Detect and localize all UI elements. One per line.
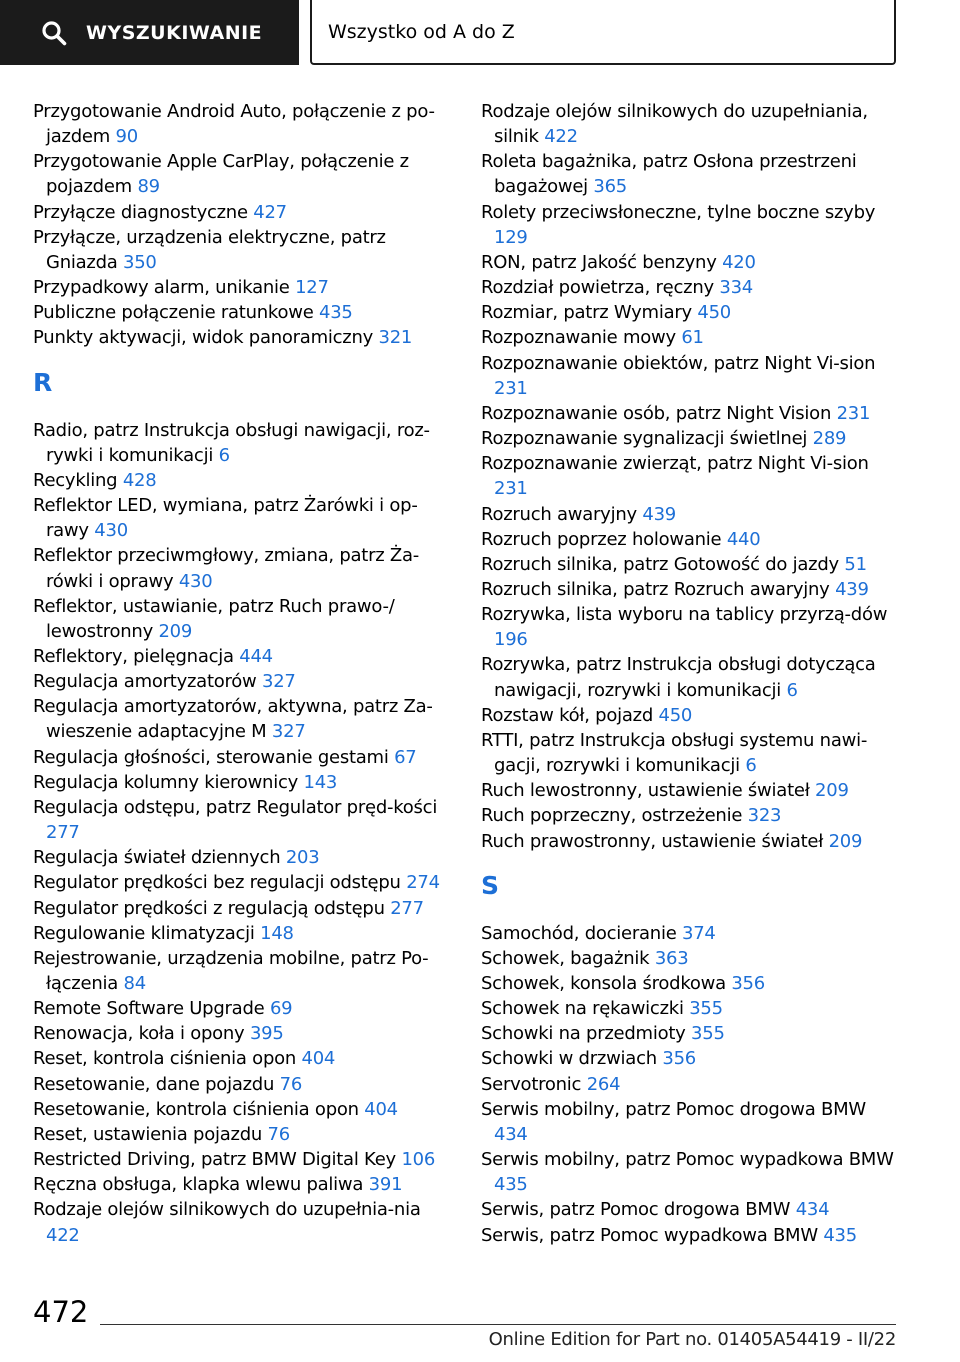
- index-entry: [33, 493, 445, 543]
- index-entry: [481, 502, 901, 527]
- page-reference-link[interactable]: 67: [394, 746, 417, 768]
- page-reference-link[interactable]: 274: [406, 872, 440, 894]
- index-entry: [481, 99, 901, 149]
- index-entry-text: Regulacja amortyzatorów, aktywna, patrz Za-wieszenie adaptacyjne M: [33, 696, 433, 743]
- index-entry-text: Servotronic: [481, 1073, 582, 1095]
- index-entry-text: Regulacja świateł dziennych: [33, 847, 281, 869]
- index-entry-text: Rozpoznawanie mowy: [481, 327, 676, 349]
- page-reference-link[interactable]: 209: [828, 830, 863, 852]
- index-entry-text: Roleta bagażnika, patrz Osłona przestrzeni bagażowej: [481, 151, 857, 198]
- index-entry: [33, 921, 445, 946]
- index-entry-text: Rozmiar, patrz Wymiary: [481, 302, 692, 324]
- page-reference-link[interactable]: 355: [689, 998, 723, 1020]
- page-reference-link[interactable]: 327: [271, 721, 306, 743]
- index-entry: [481, 325, 901, 350]
- index-entry-text: Samochód, docieranie: [481, 922, 677, 944]
- index-entry-text: Przyłącze, urządzenia elektryczne, patrz Gniazda: [33, 226, 386, 273]
- index-entry: [481, 946, 901, 971]
- page-reference-link[interactable]: 435: [494, 1174, 528, 1196]
- index-entry-text: Serwis mobilny, patrz Pomoc wypadkowa BMW: [481, 1149, 894, 1171]
- index-entry-text: Recykling: [33, 469, 118, 491]
- index-entry-text: Resetowanie, kontrola ciśnienia opon: [33, 1098, 359, 1120]
- index-entry: [33, 418, 445, 468]
- index-entry: [33, 225, 445, 275]
- index-entry: [33, 996, 445, 1021]
- index-entry: [481, 1097, 901, 1147]
- index-entry-text: Rozpoznawanie sygnalizacji świetlnej: [481, 428, 808, 450]
- index-entry-text: Przypadkowy alarm, unikanie: [33, 277, 290, 299]
- index-entry: [33, 99, 445, 149]
- index-entry-text: Regulowanie klimatyzacji: [33, 922, 255, 944]
- search-icon: [40, 19, 68, 47]
- page-reference-link[interactable]: 323: [747, 805, 782, 827]
- page-reference-link[interactable]: 289: [812, 428, 847, 450]
- page-reference-link[interactable]: 422: [46, 1224, 80, 1246]
- footer-divider: [100, 1324, 896, 1325]
- page-reference-link[interactable]: 365: [593, 176, 628, 198]
- page-reference-link[interactable]: 420: [722, 251, 756, 273]
- index-entry-text: Serwis mobilny, patrz Pomoc drogowa BMW: [481, 1098, 866, 1120]
- index-entry-text: Remote Software Upgrade: [33, 998, 265, 1020]
- index-entry: [481, 401, 901, 426]
- index-entry-text: Reset, ustawienia pojazdu: [33, 1123, 263, 1145]
- page-reference-link[interactable]: 90: [115, 126, 138, 148]
- page-reference-link[interactable]: 363: [654, 947, 689, 969]
- page-reference-link[interactable]: 264: [586, 1073, 621, 1095]
- index-entry-text: Ruch poprzeczny, ostrzeżenie: [481, 805, 743, 827]
- page-reference-link[interactable]: 450: [658, 704, 693, 726]
- page-reference-link[interactable]: 391: [368, 1174, 403, 1196]
- index-entry-text: Ręczna obsługa, klapka wlewu paliwa: [33, 1174, 364, 1196]
- index-entry: [33, 1097, 445, 1122]
- page-reference-link[interactable]: 76: [279, 1073, 303, 1095]
- index-entry-text: Reset, kontrola ciśnienia opon: [33, 1048, 297, 1070]
- page-reference-link[interactable]: 350: [123, 251, 157, 273]
- index-entry: [481, 577, 901, 602]
- page-reference-link[interactable]: 106: [401, 1149, 436, 1171]
- index-entry: [33, 669, 445, 694]
- index-entry-text: Rozruch silnika, patrz Gotowość do jazdy: [481, 553, 839, 575]
- index-entry: [481, 200, 901, 250]
- index-entry: [33, 870, 445, 895]
- page-reference-link[interactable]: 356: [731, 973, 765, 994]
- index-entry: [481, 351, 901, 401]
- page-reference-link[interactable]: 203: [285, 847, 320, 869]
- section-letter: R: [33, 367, 53, 397]
- index-entry-text: Rozruch poprzez holowanie: [481, 528, 722, 550]
- page-reference-link[interactable]: 430: [94, 520, 128, 542]
- search-button[interactable]: [0, 0, 299, 65]
- page-reference-link[interactable]: 6: [786, 679, 798, 701]
- index-entry-text: Reflektor, ustawianie, patrz Ruch prawo-/ lewostronny: [33, 595, 395, 642]
- page-reference-link[interactable]: 6: [745, 755, 757, 777]
- index-entry-text: Renowacja, koła i opony: [33, 1023, 245, 1045]
- index-entry-text: Ruch lewostronny, ustawienie świateł: [481, 780, 810, 802]
- page-reference-link[interactable]: 355: [691, 1023, 725, 1045]
- index-entry-text: Regulacja głośności, sterowanie gestami: [33, 746, 389, 768]
- page-reference-link[interactable]: 450: [697, 302, 731, 324]
- page-reference-link[interactable]: 334: [719, 277, 753, 299]
- index-entry: [481, 1197, 901, 1222]
- index-entry-text: Rozstaw kół, pojazd: [481, 704, 654, 726]
- index-entry: [481, 602, 901, 652]
- page-reference-link[interactable]: 440: [726, 528, 761, 550]
- index-entry-text: Reflektor przeciwmgłowy, zmiana, patrz Ża-rówki i oprawy: [33, 545, 420, 592]
- page-reference-link[interactable]: 129: [494, 226, 528, 248]
- page-reference-link[interactable]: 196: [494, 629, 528, 651]
- page-reference-link[interactable]: 321: [378, 327, 413, 349]
- index-entry-text: Schowki na przedmioty: [481, 1023, 686, 1045]
- index-entry-text: Punkty aktywacji, widok panoramiczny: [33, 327, 374, 349]
- index-entry: [33, 644, 445, 669]
- index-entry-text: Rodzaje olejów silnikowych do uzupełnia-nia: [33, 1199, 421, 1221]
- index-entry-text: Schowek, bagażnik: [481, 947, 650, 969]
- page-reference-link[interactable]: 51: [844, 553, 867, 575]
- index-entry-text: Serwis, patrz Pomoc wypadkowa BMW: [481, 1224, 818, 1246]
- index-entry: [33, 795, 445, 845]
- edition-note: Online Edition for Part no. 01405A54419 - II/22: [488, 1329, 896, 1350]
- index-entry: [481, 1147, 901, 1197]
- page-reference-link[interactable]: 435: [823, 1224, 857, 1246]
- index-entry-text: Rejestrowanie, urządzenia mobilne, patrz Po-łączenia: [33, 947, 429, 994]
- page-reference-link[interactable]: 84: [123, 973, 146, 994]
- page-reference-link[interactable]: 143: [303, 771, 338, 793]
- index-entry: [33, 594, 445, 644]
- index-entry-text: Schowek, konsola środkowa: [481, 973, 726, 994]
- index-entry-text: Resetowanie, dane pojazdu: [33, 1073, 275, 1095]
- index-entry-text: RON, patrz Jakość benzyny: [481, 251, 717, 273]
- index-entry-text: Regulacja amortyzatorów: [33, 671, 257, 693]
- index-entry: [33, 1197, 445, 1247]
- page-reference-link[interactable]: 422: [544, 126, 578, 148]
- page-reference-link[interactable]: 430: [178, 570, 213, 592]
- index-entry: [481, 703, 901, 728]
- index-entry: [481, 652, 901, 702]
- page-reference-link[interactable]: 127: [295, 277, 329, 299]
- index-entry: [33, 1021, 445, 1046]
- page-reference-link[interactable]: 148: [260, 922, 294, 944]
- index-entry: [481, 1072, 901, 1097]
- page-reference-link[interactable]: 209: [815, 780, 849, 802]
- index-entry-text: Rozruch awaryjny: [481, 503, 637, 525]
- index-entry-text: Rozrywka, lista wyboru na tablicy przyrzą-dów: [481, 604, 888, 626]
- index-column-right: [481, 99, 901, 1248]
- index-entry: [33, 745, 445, 770]
- index-entry-text: Regulacja kolumny kierownicy: [33, 771, 299, 793]
- index-entry: [481, 921, 901, 946]
- page-reference-link[interactable]: 404: [364, 1098, 398, 1120]
- index-entry: [33, 149, 445, 199]
- index-entry-text: Regulator prędkości bez regulacji odstępu: [33, 872, 401, 894]
- index-entry: [33, 694, 445, 744]
- page-reference-link[interactable]: 434: [795, 1199, 830, 1221]
- page-reference-link[interactable]: 439: [835, 578, 869, 600]
- page-reference-link[interactable]: 231: [836, 402, 871, 424]
- section-letter: S: [481, 870, 500, 900]
- index-entry: [481, 149, 901, 199]
- index-entry: [33, 468, 445, 493]
- index-entry-text: Rozpoznawanie osób, patrz Night Vision: [481, 402, 832, 424]
- page-reference-link[interactable]: 61: [681, 327, 704, 349]
- index-entry: [481, 451, 901, 501]
- index-entry-text: Rodzaje olejów silnikowych do uzupełniania, silnik: [481, 101, 868, 148]
- page-reference-link[interactable]: 69: [269, 998, 293, 1020]
- index-entry: [33, 896, 445, 921]
- page-reference-link[interactable]: 277: [390, 897, 424, 919]
- page-reference-link[interactable]: 76: [267, 1123, 290, 1145]
- index-entry-text: Rozruch silnika, patrz Rozruch awaryjny: [481, 578, 830, 600]
- page-reference-link[interactable]: 231: [494, 478, 528, 500]
- index-entry-text: Przygotowanie Apple CarPlay, połączenie z pojazdem: [33, 151, 409, 198]
- index-entry: [33, 770, 445, 795]
- index-entry: [33, 325, 445, 350]
- page-reference-link[interactable]: 439: [642, 503, 676, 525]
- index-entry: [33, 1122, 445, 1147]
- index-entry: [481, 1046, 901, 1071]
- page-reference-link[interactable]: 356: [662, 1048, 696, 1070]
- page-reference-link[interactable]: 277: [46, 822, 80, 844]
- page-reference-link[interactable]: 6: [218, 444, 230, 466]
- page-reference-link[interactable]: 89: [137, 176, 160, 198]
- index-entry-text: Rozdział powietrza, ręczny: [481, 277, 714, 299]
- page-reference-link[interactable]: 231: [494, 377, 528, 399]
- index-entry-text: Radio, patrz Instrukcja obsługi nawigacji, roz-rywki i komunikacji: [33, 419, 430, 466]
- index-column-left: [33, 99, 445, 1248]
- index-entry-text: Schowki w drzwiach: [481, 1048, 657, 1070]
- index-entry: [481, 1021, 901, 1046]
- index-entry-text: Schowek na rękawiczki: [481, 998, 684, 1020]
- index-entry: [481, 803, 901, 828]
- index-entry: [33, 300, 445, 325]
- index-entry-text: Publiczne połączenie ratunkowe: [33, 302, 314, 324]
- index-entry: [481, 1223, 901, 1248]
- index-entry: [481, 829, 901, 854]
- index-entry: [481, 728, 901, 778]
- index-entry-text: Serwis, patrz Pomoc drogowa BMW: [481, 1199, 791, 1221]
- index-entry-text: Reflektory, pielęgnacja: [33, 645, 234, 667]
- page-reference-link[interactable]: 435: [319, 302, 353, 324]
- index-entry: [33, 1172, 445, 1197]
- page-reference-link[interactable]: 404: [301, 1048, 336, 1070]
- index-entry: [481, 250, 901, 275]
- index-entry-text: Przygotowanie Android Auto, połączenie z po-jazdem: [33, 101, 435, 148]
- index-entry: [33, 543, 445, 593]
- index-entry-text: Restricted Driving, patrz BMW Digital Key: [33, 1149, 396, 1171]
- index-entry: [481, 996, 901, 1021]
- index-entry: [481, 778, 901, 803]
- page-reference-link[interactable]: 444: [239, 645, 273, 667]
- index-entry-text: Rozpoznawanie zwierząt, patrz Night Vi-sion: [481, 453, 869, 475]
- index-entry-text: Ruch prawostronny, ustawienie świateł: [481, 830, 824, 852]
- index-entry: [33, 1046, 445, 1071]
- index-entry: [481, 426, 901, 451]
- index-entry: [481, 971, 901, 996]
- index-entry: [33, 1072, 445, 1097]
- page-reference-link[interactable]: 209: [158, 620, 193, 642]
- page-reference-link[interactable]: 374: [682, 922, 716, 944]
- index-entry: [33, 946, 445, 996]
- index-entry: [481, 527, 901, 552]
- search-button-label: WYSZUKIWANIE: [86, 21, 263, 44]
- index-entry-text: Rolety przeciwsłoneczne, tylne boczne szyby: [481, 201, 876, 223]
- page-reference-link[interactable]: 327: [262, 671, 296, 693]
- index-entry: [481, 275, 901, 300]
- index-entry-text: Przyłącze diagnostyczne: [33, 201, 248, 223]
- page-reference-link[interactable]: 395: [249, 1023, 284, 1045]
- index-entry: [33, 275, 445, 300]
- page-reference-link[interactable]: 427: [253, 201, 287, 223]
- page-number: 472: [33, 1295, 89, 1329]
- index-entry: [481, 300, 901, 325]
- index-entry-text: Regulator prędkości z regulacją odstępu: [33, 897, 385, 919]
- tab-a-to-z[interactable]: Wszystko od A do Z: [310, 0, 896, 65]
- page-reference-link[interactable]: 434: [494, 1123, 528, 1145]
- index-entry: [481, 552, 901, 577]
- index-entry: [33, 200, 445, 225]
- index-entry-text: Rozrywka, patrz Instrukcja obsługi dotycząca nawigacji, rozrywki i komunikacji: [481, 654, 876, 701]
- page-reference-link[interactable]: 428: [122, 469, 157, 491]
- index-entry-text: Regulacja odstępu, patrz Regulator pręd-kości: [33, 796, 438, 818]
- index-entry: [33, 845, 445, 870]
- index-entry-text: RTTI, patrz Instrukcja obsługi systemu nawi-gacji, rozrywki i komunikacji: [481, 729, 868, 777]
- index-entry-text: Rozpoznawanie obiektów, patrz Night Vi-sion: [481, 352, 876, 374]
- index-entry-text: Reflektor LED, wymiana, patrz Żarówki i op-rawy: [33, 495, 418, 542]
- index-entry: [33, 1147, 445, 1172]
